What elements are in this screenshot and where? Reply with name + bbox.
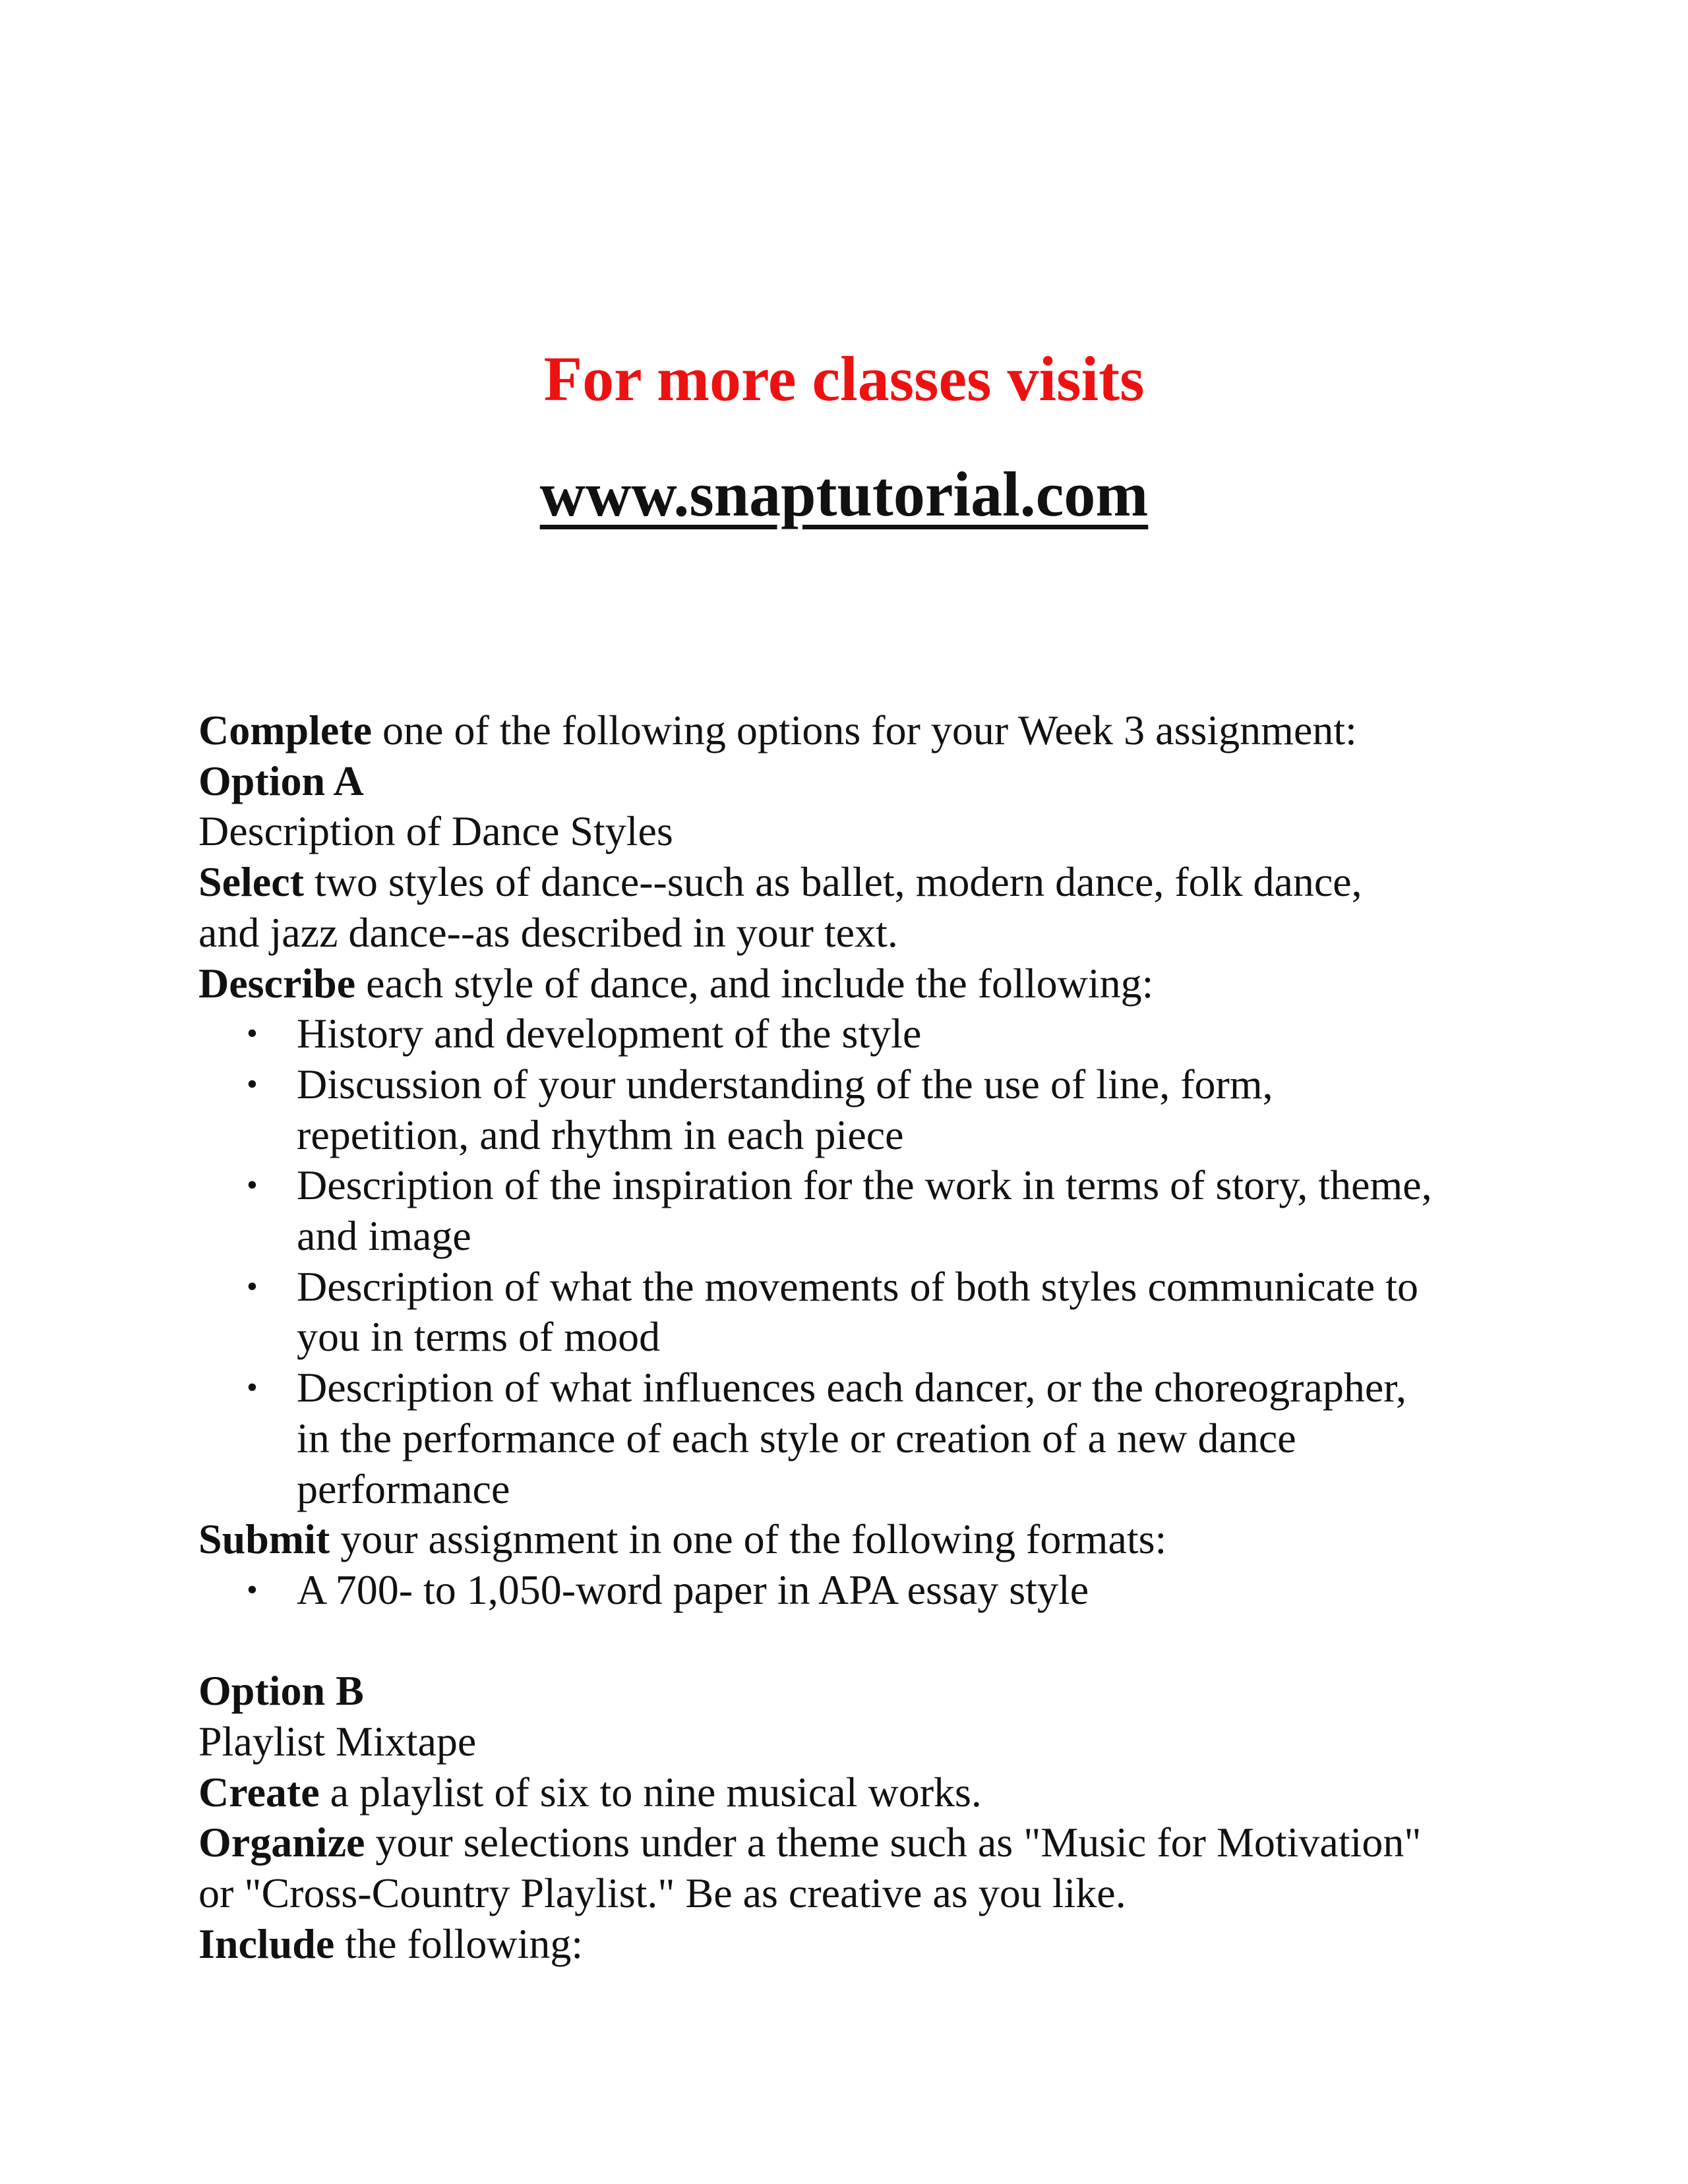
list-item-line: Description of what the movements of both styles communicate to <box>297 1262 1418 1310</box>
include-text: the following: <box>334 1920 584 1967</box>
option-b-organize-line-2: or "Cross-Country Playlist." Be as creative as you like. <box>198 1870 1126 1917</box>
intro-lead-bold: Complete <box>198 707 373 753</box>
option-a-heading <box>198 756 1517 807</box>
include-bold: Include <box>198 1920 335 1967</box>
list-item-line: Description of what influences each dancer, or the choreographer, <box>297 1364 1406 1411</box>
option-a-subtitle: Description of Dance Styles <box>198 808 673 855</box>
list-item-line: you in terms of mood <box>297 1313 661 1361</box>
select-bold: Select <box>198 858 304 906</box>
list-item <box>198 1009 1517 1059</box>
list-item-line: performance <box>297 1465 510 1512</box>
promo-title: For more classes visits <box>543 343 1145 414</box>
bullet-icon: • <box>247 1572 258 1607</box>
intro-lead-text: one of the following options for your Week 3 assignment: <box>372 707 1357 753</box>
option-a-select-line <box>198 857 1517 908</box>
option-b-heading-text: Option B <box>198 1667 364 1715</box>
describe-bold: Describe <box>198 959 356 1007</box>
option-b-heading <box>198 1666 1517 1717</box>
option-a-select-line-2: and jazz dance--as described in your text. <box>198 908 898 956</box>
list-item-line: and image <box>297 1212 471 1260</box>
format-bullet-list <box>198 1565 1517 1616</box>
create-bold: Create <box>198 1768 320 1815</box>
list-item <box>198 1059 1517 1160</box>
option-a-heading-text: Option A <box>198 757 364 804</box>
list-item-line: repetition, and rhythm in each piece <box>297 1111 904 1158</box>
list-item-line: A 700- to 1,050-word paper in APA essay style <box>297 1566 1089 1613</box>
bullet-icon: • <box>247 1066 258 1102</box>
organize-bold: Organize <box>198 1819 365 1866</box>
option-b-create-line <box>198 1767 1517 1818</box>
list-item-line: Description of the inspiration for the work in terms of story, theme, <box>297 1162 1432 1209</box>
submit-text: your assignment in one of the following formats: <box>330 1516 1167 1563</box>
website-link[interactable]: www.snaptutorial.com <box>539 459 1149 529</box>
create-text: a playlist of six to nine musical works. <box>319 1768 982 1815</box>
intro-line <box>198 705 1517 756</box>
list-item-line: History and development of the style <box>297 1010 922 1057</box>
option-a-describe-line <box>198 959 1517 1009</box>
option-a-submit-line <box>198 1514 1517 1565</box>
list-item-line: in the performance of each style or creation of a new dance <box>297 1414 1296 1461</box>
section-spacer <box>198 1616 1517 1667</box>
bullet-icon: • <box>247 1167 258 1203</box>
list-item <box>198 1565 1517 1616</box>
bullet-icon: • <box>247 1268 258 1304</box>
list-item-line: Discussion of your understanding of the use of line, form, <box>297 1060 1273 1107</box>
list-item <box>198 1160 1517 1261</box>
option-b-organize-line <box>198 1817 1517 1868</box>
option-b-subtitle: Playlist Mixtape <box>198 1718 477 1765</box>
assignment-content <box>198 705 1517 1970</box>
list-item <box>198 1262 1517 1363</box>
organize-text: your selections under a theme such as "Music for Motivation" <box>365 1819 1422 1866</box>
option-b-include-line <box>198 1919 1517 1970</box>
describe-text: each style of dance, and include the following: <box>355 959 1154 1007</box>
submit-bold: Submit <box>198 1516 330 1563</box>
list-item <box>198 1363 1517 1514</box>
describe-bullet-list <box>198 1009 1517 1514</box>
bullet-icon: • <box>247 1370 258 1405</box>
bullet-icon: • <box>247 1016 258 1051</box>
select-text: two styles of dance--such as ballet, modern dance, folk dance, <box>303 858 1362 906</box>
